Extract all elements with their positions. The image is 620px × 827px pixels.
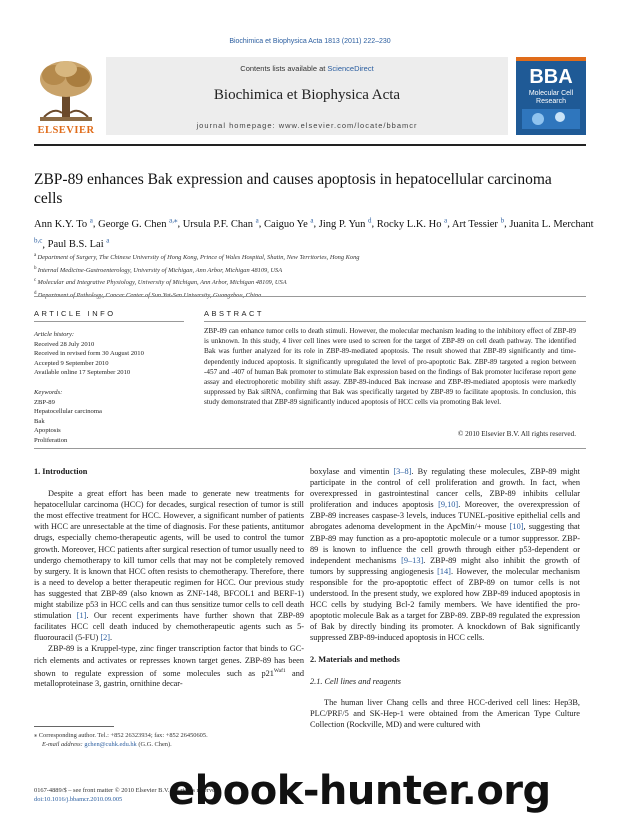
affiliation-list bbox=[34, 251, 594, 301]
subsection-heading-cell-lines: 2.1. Cell lines and reagents bbox=[310, 676, 401, 686]
footnote-rule bbox=[34, 726, 114, 727]
paragraph: Despite a great effort has been made to generate new treatments for hepatocellular carcinoma (HCC) for decades, surgical resection of tumor is still the most effective treatment for HCC. However, a significant number of patients with HCC are unresectable at the time of diagnosis. For these patients, antitumor drugs, especially chemo-therapeutic agents, will be used to control the tumor growth. Moreover, HCC patients after surgical resection of tumor usually need to undergo chemotherapy to kill tumor cells that may not be completely removed by surgery. It is known that HCC often resists to chemotherapy. Therefore, there is a need to develop a better therapeutic regimen for HCC. Our previous study has suggested that ZBP-89 (also known as ZNF-148, BFCOL1 and BERF-1) might stabilize p53 in HCC cells and can thus sensitize tumor cells to cell death stimulation [1]. Our recent experiments have further shown that ZBP-89 facilitates HCC cell death induced by chemotherapeutic agents such as 5-fluorouracil (5-FU) [2]. bbox=[34, 489, 304, 643]
journal-banner bbox=[106, 57, 508, 135]
author-affiliation-marker[interactable]: a bbox=[255, 216, 259, 224]
header-divider bbox=[34, 296, 586, 297]
author-name: Rocky L.K. Ho $^a$ bbox=[376, 216, 448, 230]
author-name: Caiguo Ye $^a$ bbox=[264, 216, 314, 230]
article-info-heading: ARTICLE INFO bbox=[34, 309, 116, 318]
citation-link[interactable]: [9–13] bbox=[401, 555, 424, 565]
affiliation: $^b$ Internal Medicine-Gastroenterology, University of Michigan, Ann Arbor, Michigan 48109, USA bbox=[34, 265, 283, 274]
journal-title: Biochimica et Biophysica Acta bbox=[213, 87, 401, 103]
masthead bbox=[34, 57, 586, 139]
keyword: Apoptosis bbox=[34, 427, 61, 435]
article-info-rule bbox=[34, 321, 184, 322]
history-accepted: Accepted 9 September 2010 bbox=[34, 359, 109, 367]
author-name: Jing P. Yun $^d$ bbox=[318, 216, 372, 230]
history-received: Received 28 July 2010 bbox=[34, 340, 95, 348]
author-name: Ann K.Y. To $^a$ bbox=[34, 216, 93, 230]
author-affiliation-marker[interactable]: b bbox=[500, 216, 505, 224]
email-label: E-mail address: bbox=[42, 741, 85, 748]
corresponding-author-contact: ⁎ Corresponding author. Tel.: +852 26323934; fax: +852 26450605. bbox=[34, 732, 208, 739]
author-name: Juanita L. Merchant $^{b,c}$ bbox=[34, 218, 594, 245]
journal-reference[interactable]: Biochimica et Biophysica Acta 1813 (2011) 222–230 bbox=[229, 38, 391, 45]
author-affiliation-marker[interactable]: d bbox=[368, 216, 372, 224]
keyword: Bak bbox=[34, 417, 45, 425]
abstract-text: ZBP-89 can enhance tumor cells to death stimuli. However, the molecular mechanism leading to the inhibitory effect of ZBP-89 is unknown. In this study, 4 liver cell lines were used to screen for the target of ZBP-89 on cell death pathway. The identified Bak was further analyzed for its role in ZBP-89-mediated apoptosis. The result showed that ZBP-89 significantly and time-dependently induced apoptosis. It significantly upregulated the level of pro-apoptotic Bak. ZBP-89 targeted a region between -457 and -407 of human Bak promoter to stimulate Bak expression based on the findings of Bak promoter luciferase report gene assay and electrophoretic mobility shift assay. ZBP-89-induced Bak increase and ZBP-89-mediated apoptosis were markedly suppressed by Bak siRNA, confirming that Bak was specifically targeted by ZBP-89 to facilitate apoptosis. In conclusion, this study demonstrated that ZBP-89 significantly induced apoptosis of HCC cells via promoting Bak level. bbox=[204, 327, 576, 407]
corresponding-author-footnote: ⁎ Corresponding author. Tel.: +852 26323934; fax: +852 26450605. E-mail address: gchen@cuhk.edu.hk (G.G. Chen). bbox=[34, 731, 304, 749]
affiliation: d bbox=[34, 290, 38, 296]
paragraph: The human liver Chang cells and three HCC-derived cell lines: Hep3B, PLC/PRF/5 and SK-Hep-1 were obtained from the American Type Culture Collection (Rockville, MD) and were cultured with bbox=[310, 697, 580, 729]
author-list: Ann K.Y. To $^a$, George G. Chen $^{a,⁎}$, Ursula P.F. Chan $^a$, Caiguo Ye $^a$, Jing P. Yun $^d$, Rocky L.K. Ho $^a$, Art Tessier $^b$, Juanita L. Merchant $^{b,c}$, Paul B.S. Lai $^a$ bbox=[34, 216, 594, 250]
journal-cover-thumbnail bbox=[516, 57, 586, 135]
author-affiliation-marker[interactable]: a bbox=[444, 216, 448, 224]
citation-link[interactable]: [1] bbox=[76, 611, 87, 621]
article-info bbox=[34, 330, 184, 446]
keywords-label: Keywords: bbox=[34, 388, 63, 396]
author-name: George G. Chen $^{a,⁎}$ bbox=[98, 216, 178, 230]
section-heading-methods: 2. Materials and methods bbox=[310, 654, 400, 664]
contents-available-line bbox=[106, 64, 508, 73]
author-affiliation-marker[interactable]: a,⁎ bbox=[169, 216, 178, 224]
author-affiliation-marker[interactable]: b,c bbox=[34, 236, 43, 245]
abstract-heading: ABSTRACT bbox=[204, 309, 265, 318]
masthead-rule bbox=[34, 144, 586, 146]
citation-link[interactable]: [9,10] bbox=[438, 500, 459, 510]
cover-line3: Research bbox=[536, 98, 566, 105]
issn-line: 0167-4889/$ – see front matter © 2010 Elsevier B.V. All rights reserved. bbox=[34, 787, 220, 794]
citation-link[interactable]: [2] bbox=[100, 633, 111, 643]
affiliation: $^c$ Molecular and Integrative Physiology, University of Michigan, Ann Arbor, Michigan 48109, USA bbox=[34, 278, 287, 287]
history-label: Article history: bbox=[34, 331, 75, 338]
abstract-copyright: © 2010 Elsevier B.V. All rights reserved. bbox=[457, 430, 576, 438]
paragraph: ZBP-89 is a Kruppel-type, zinc finger transcription factor that binds to GC-rich elements and activates or represses known target genes. ZBP-89 has been shown to regulate expression of some molecules such as $p21^{Waf1}$ and metalloproteinase 3, gastrin, ornithine decar- bbox=[34, 644, 304, 689]
elsevier-wordmark: ELSEVIER bbox=[37, 125, 95, 136]
keyword: Proliferation bbox=[34, 436, 68, 444]
article-title: ZBP-89 enhances Bak expression and causes apoptosis in hepatocellular carcinoma cells bbox=[34, 171, 552, 207]
keyword: Hepatocellular carcinoma bbox=[34, 408, 102, 416]
author-name: Ursula P.F. Chan $^a$ bbox=[182, 216, 259, 230]
cover-line2: Molecular Cell bbox=[528, 90, 574, 97]
history-online: Available online 17 September 2010 bbox=[34, 369, 131, 377]
author-affiliation-marker[interactable]: a bbox=[89, 216, 93, 224]
paragraph: boxylase and vimentin [3–8]. By regulating these molecules, ZBP-89 might participate in the control of cell proliferation and growth. In fact, when overexpressed in gastrointestinal cancer cells, ZBP-89 inhibits cellular proliferation and induces apoptosis [9,10]. Moreover, the overexpression of ZBP-89 increases caspase-3 levels, induces TUNEL-positive epithelial cells and abrogates adenoma development in the ApcMin/+ mouse [10], suggesting that ZBP-89 may function as a pro-apoptotic molecule or a tumor suppressor. ZBP-89 is known to influence the cell growth through either p53-dependent or independent mechanisms [9–13]. ZBP-89 might also inhibit the growth of tumors by suppressing angiogenesis [14]. However, the molecular mechanism responsible for the pro-apoptotic effect of ZBP-89 on tumor cells is not understood. In the present study, we explored how ZBP-89 induced apoptosis in HCC cells by studying Bcl-2 family members. We have identified the pro-apoptotic molecule Bak as a target for ZBP-89. ZBP-89 regulated the expression of Bak by directly binding its promoter. A knockdown of Bak significantly suppressed ZBP-89-induced apoptosis in HCC cells. bbox=[310, 467, 580, 643]
history-revised: Received in revised form 30 August 2010 bbox=[34, 350, 144, 358]
sciencedirect-link[interactable]: ScienceDirect bbox=[327, 64, 374, 73]
watermark-text: ebook-hunter.org bbox=[168, 768, 551, 814]
body-column-left bbox=[34, 466, 304, 690]
citation-link[interactable]: [14] bbox=[437, 566, 451, 576]
body-column-right bbox=[310, 466, 580, 730]
author-affiliation-marker[interactable]: a bbox=[310, 216, 314, 224]
cover-bba-text: BBA bbox=[529, 66, 573, 88]
author-name: Art Tessier $^b$ bbox=[451, 216, 505, 230]
journal-homepage-link[interactable]: journal homepage: www.elsevier.com/locate/bbamcr bbox=[196, 121, 418, 130]
keyword: ZBP-89 bbox=[34, 398, 55, 406]
affiliation: $^a$ Department of Surgery, The Chinese University of Hong Kong, Prince of Wales Hospital, Shatin, New Territories, Hong Kong bbox=[34, 253, 360, 262]
email-link[interactable]: gchen@cuhk.edu.hk bbox=[84, 741, 137, 748]
contents-prefix: Contents lists available at bbox=[240, 64, 328, 73]
section-heading-introduction: 1. Introduction bbox=[34, 467, 88, 476]
elsevier-tree-logo bbox=[34, 57, 98, 136]
author-affiliation-marker[interactable]: a bbox=[106, 236, 110, 245]
superscript: Waf1 bbox=[273, 667, 286, 674]
citation-link[interactable]: [10] bbox=[509, 522, 524, 532]
abstract-rule bbox=[204, 321, 586, 322]
abstract-bottom-rule bbox=[34, 448, 586, 449]
author-name: Paul B.S. Lai $^a$ bbox=[47, 236, 110, 250]
doi-link[interactable]: doi:10.1016/j.bbamcr.2010.09.005 bbox=[34, 796, 123, 803]
citation-link[interactable]: [3–8] bbox=[393, 467, 412, 476]
